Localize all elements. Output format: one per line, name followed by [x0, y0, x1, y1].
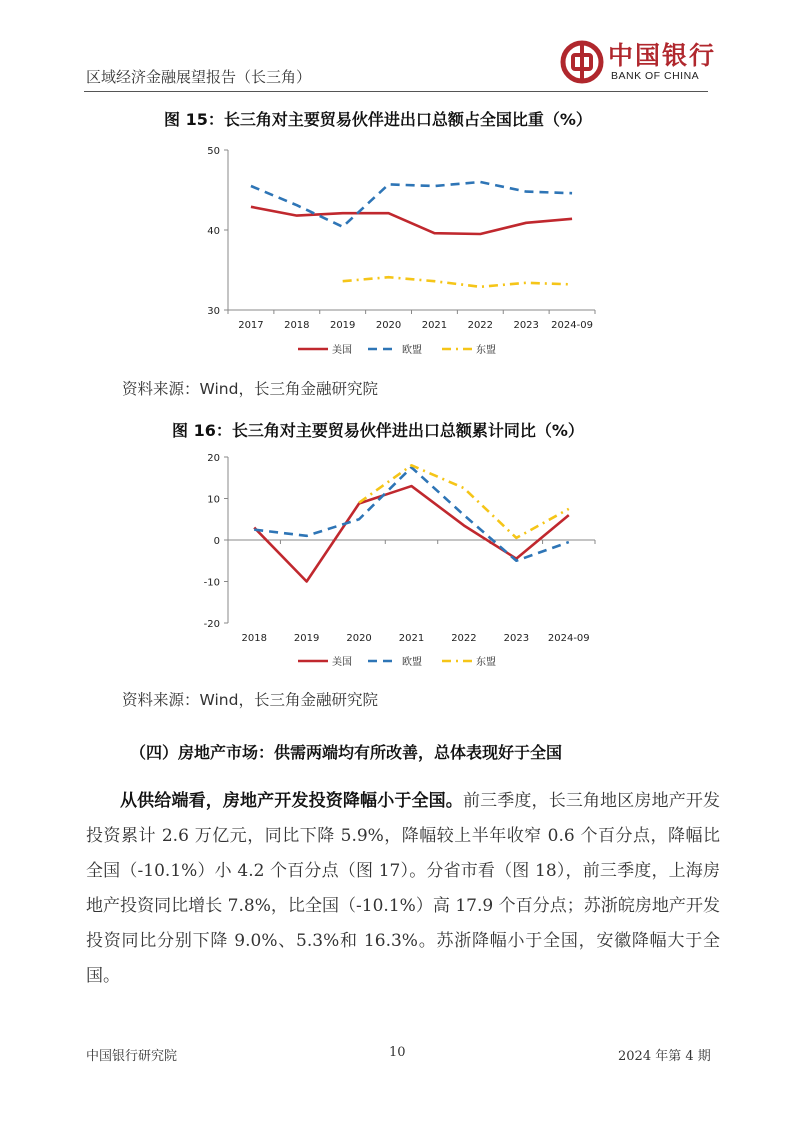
figure-15-chart — [190, 140, 610, 365]
y-tick-label: 40 — [207, 226, 220, 237]
y-tick-label: 20 — [207, 453, 220, 464]
x-tick-label: 2018 — [241, 633, 267, 644]
series-line-1 — [254, 467, 569, 560]
x-tick-label: 2020 — [346, 633, 372, 644]
series-line-1 — [251, 182, 572, 227]
x-tick-label: 2022 — [451, 633, 477, 644]
x-tick-label: 2020 — [375, 320, 402, 331]
report-title: 区域经济金融展望报告（长三角） — [86, 68, 312, 86]
x-tick-label: 2019 — [293, 633, 320, 644]
y-tick-label: 0 — [213, 536, 220, 547]
legend-label-0: 美国 — [332, 345, 352, 356]
x-tick-label: 2018 — [284, 320, 310, 331]
legend-label-2: 东盟 — [476, 345, 496, 356]
page-number: 10 — [389, 1045, 406, 1060]
figure-15-title: 图 15：长三角对主要贸易伙伴进出口总额占全国比重（%） — [164, 110, 592, 129]
figure-16-title: 图 16：长三角对主要贸易伙伴进出口总额累计同比（%） — [172, 421, 584, 440]
x-tick-label: 2024-09 — [551, 320, 593, 331]
boc-emblem-icon — [560, 40, 604, 84]
footer-institute: 中国银行研究院 — [86, 1049, 178, 1064]
legend-label-1: 欧盟 — [402, 345, 422, 356]
series-line-2 — [359, 465, 569, 538]
x-tick-label: 2019 — [329, 320, 356, 331]
x-tick-label: 2021 — [398, 633, 425, 644]
x-tick-label: 2024-09 — [547, 633, 590, 644]
section-body — [86, 784, 720, 994]
y-tick-label: 50 — [207, 146, 220, 157]
x-tick-label: 2017 — [238, 320, 264, 331]
section-heading: （四）房地产市场：供需两端均有所改善，总体表现好于全国 — [130, 743, 563, 762]
x-tick-label: 2021 — [421, 320, 448, 331]
section-lead: 从供给端看，房地产开发投资降幅小于全国。 — [120, 791, 463, 811]
series-line-0 — [251, 207, 572, 234]
y-tick-label: 10 — [207, 494, 220, 506]
figure-16-chart — [190, 448, 610, 678]
logo-chinese-text: 中国银行 — [608, 41, 717, 70]
x-tick-label: 2022 — [467, 320, 494, 331]
footer-issue: 2024 年第 4 期 — [618, 1049, 711, 1064]
bank-of-china-logo — [556, 38, 716, 90]
legend-label-0: 美国 — [332, 657, 352, 668]
y-tick-label: -20 — [203, 619, 220, 630]
series-line-2 — [343, 277, 572, 287]
x-tick-label: 2023 — [503, 633, 530, 644]
legend-label-2: 东盟 — [476, 657, 496, 668]
logo-english-text: BANK OF CHINA — [611, 70, 700, 82]
series-line-0 — [254, 486, 569, 581]
figure-16-source: 资料来源：Wind，长三角金融研究院 — [122, 691, 378, 709]
y-tick-label: 30 — [207, 306, 220, 317]
section-paragraph: 前三季度，长三角地区房地产开发投资累计 2.6 万亿元，同比下降 5.9%，降幅较上半年收窄 0.6 个百分点，降幅比全国（-10.1%）小 4.2 个百分点（图 17）。分省市看（图 18），前三季度，上海房地产投资同比增长 7.8%，比全国（-10.1%）高 17.9 个百分点；苏浙皖房地产开发投资同比分别下降 9.0%、5.3%和 16.3%。苏浙降幅小于全国，安徽降幅大于全国。 — [86, 791, 721, 986]
header-divider — [84, 91, 708, 92]
x-tick-label: 2023 — [513, 320, 539, 331]
figure-15-source: 资料来源：Wind，长三角金融研究院 — [122, 380, 378, 398]
legend-label-1: 欧盟 — [402, 657, 422, 668]
y-tick-label: -10 — [203, 577, 220, 589]
